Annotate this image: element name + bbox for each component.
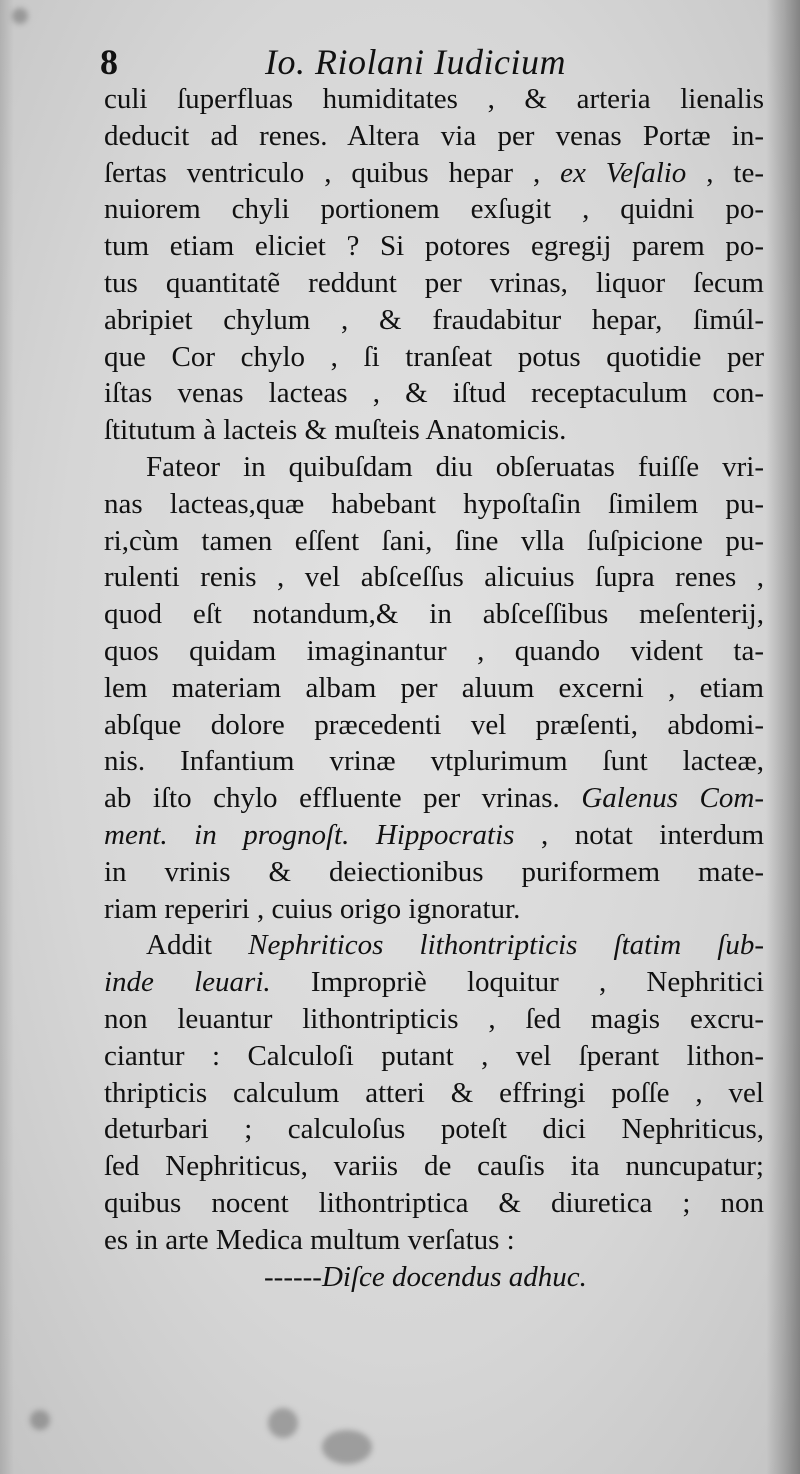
paragraph-first-line xyxy=(104,927,764,964)
ink-smudge xyxy=(268,1408,298,1438)
text-run: Impropriè loquitur , Nephritici xyxy=(270,966,764,999)
page-header xyxy=(100,40,760,84)
ink-smudge xyxy=(322,1430,372,1464)
text-run: ſertas ventriculo , quibus hepar , xyxy=(104,156,561,189)
text-line xyxy=(104,155,764,192)
text-line: tum etiam eliciet ? Si potores egregij parem po- xyxy=(104,230,764,263)
text-line: deturbari ; calculoſus poteſt dici Nephriticus, xyxy=(104,1113,764,1146)
text-line xyxy=(104,780,764,817)
text-line xyxy=(104,817,764,854)
text-line: rulenti renis , vel abſceſſus alicuius ſupra renes , xyxy=(104,561,764,594)
text-line: ſtitutum à lacteis & muſteis Anatomicis. xyxy=(104,414,567,447)
text-line xyxy=(104,964,764,1001)
text-line: nuiorem chyli portionem exſugit , quidni po- xyxy=(104,193,764,226)
text-line: quod eſt notandum,& in abſceſſibus meſenterij, xyxy=(104,598,764,631)
page-gutter-shadow xyxy=(766,0,800,1474)
text-line: deducit ad renes. Altera via per venas Portæ in- xyxy=(104,119,764,152)
ink-smudge xyxy=(30,1410,50,1430)
italic-quotation: Nephriticos lithontripticis ſtatim ſub- xyxy=(248,929,764,962)
text-line: abripiet chylum , & fraudabitur hepar, ſimúl- xyxy=(104,303,764,336)
running-title: Io. Riolani Iudicium xyxy=(265,42,566,82)
text-line: es in arte Medica multum verſatus : xyxy=(104,1223,515,1256)
text-line: in vrinis & deiectionibus puriformem mate- xyxy=(104,855,764,888)
body-text xyxy=(104,81,764,1295)
closing-quotation: ------Diſce docendus adhuc. xyxy=(264,1260,587,1293)
ink-smudge xyxy=(12,8,28,24)
text-line: ciantur : Calculoſi putant , vel ſperant lithon- xyxy=(104,1039,764,1072)
text-line: non leuantur lithontripticis , ſed magis excru- xyxy=(104,1002,764,1035)
text-line: culi ſuperfluas humiditates , & arteria lienalis xyxy=(104,83,764,115)
text-run: , notat interdum xyxy=(514,818,764,851)
italic-citation: Galenus Com- xyxy=(581,782,764,815)
text-line: iſtas venas lacteas , & iſtud receptaculum con- xyxy=(104,377,764,410)
text-line: ſed Nephriticus, variis de cauſis ita nuncupatur; xyxy=(104,1150,764,1183)
italic-citation: ex Veſalio xyxy=(560,156,687,189)
text-line: ri,cùm tamen eſſent ſani, ſine vlla ſuſpicione pu- xyxy=(104,524,764,557)
text-line: lem materiam albam per aluum excerni , etiam xyxy=(104,671,764,704)
text-run: Addit xyxy=(146,929,249,962)
text-run: ab iſto chylo effluente per vrinas. xyxy=(104,782,582,815)
text-line: que Cor chylo , ſi tranſeat potus quotidie per xyxy=(104,340,764,373)
text-line: nis. Infantium vrinæ vtplurimum ſunt lacteæ, xyxy=(104,745,764,778)
italic-citation: ment. in prognoſt. Hippocratis xyxy=(104,818,515,851)
text-line: quibus nocent lithontriptica & diuretica ; non xyxy=(104,1186,764,1219)
page-left-edge-shadow xyxy=(0,0,14,1474)
paragraph-first-line: Fateor in quibuſdam diu obſeruatas fuiſſe vri- xyxy=(146,450,764,483)
page-number: 8 xyxy=(100,42,118,82)
text-line: abſque dolore præcedenti vel præſenti, abdomi- xyxy=(104,708,764,741)
text-line: thripticis calculum atteri & effringi poſſe , vel xyxy=(104,1076,764,1109)
text-line: quos quidam imaginantur , quando vident ta- xyxy=(104,634,764,667)
text-line: nas lacteas,quæ habebant hypoſtaſin ſimilem pu- xyxy=(104,487,764,520)
text-line: riam reperiri , cuius origo ignoratur. xyxy=(104,892,521,925)
text-line: tus quantitatẽ reddunt per vrinas, liquor ſecum xyxy=(104,266,764,299)
italic-quotation: inde leuari. xyxy=(104,966,271,999)
text-run: , te- xyxy=(686,156,764,189)
